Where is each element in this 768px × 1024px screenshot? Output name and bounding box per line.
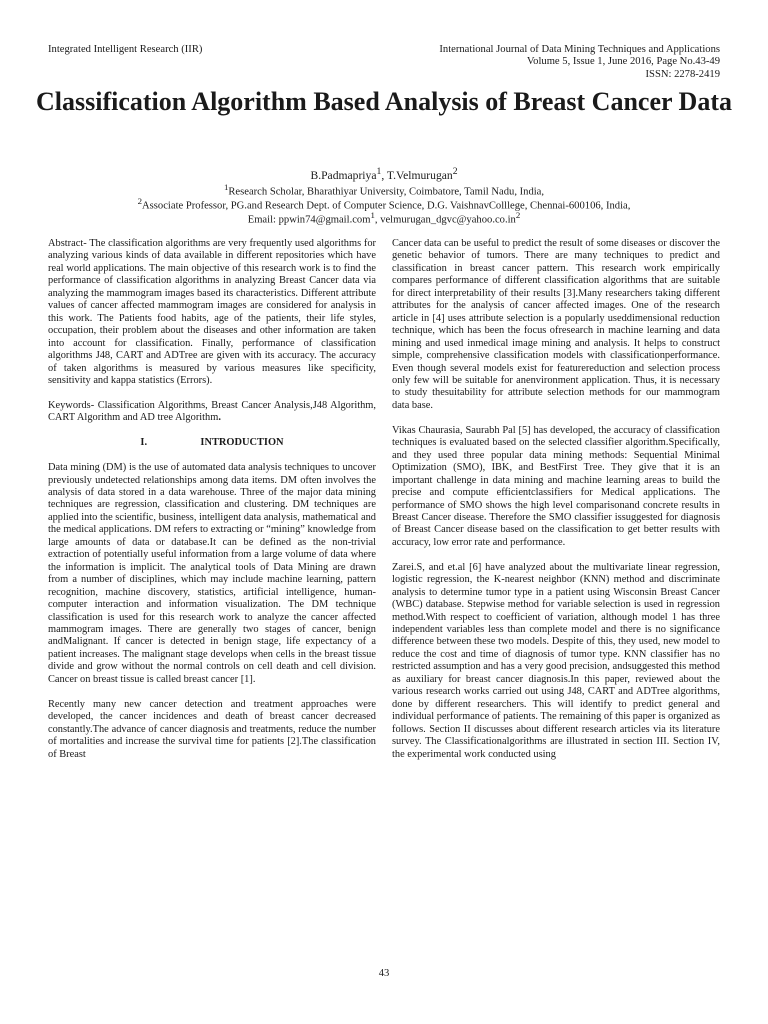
author-1-sup: 1 <box>376 166 382 177</box>
section-heading <box>48 437 376 449</box>
right-paragraph-1: Cancer data can be useful to predict the result of some diseases or discover the genetic behavior of tumors. There are many techniques to predict and classification in breast cancer pattern. This research work empirically compares performance of different classification algorithms that are suitable for direct interpretability of their results [3].Many researchers taking different attributes for the analysis of cancer affected images. One of the research article in [4] uses attribute selection is a popularly useddimensional reduction technique, which has been the focus ofresearch in machine learning and data mining and used inmedical image mining and analysis. It helps to construct simple, comprehensive classification models with classificationperformance. Even though several models exist for featurereduction and selection process only few will be suitable for anenvironment application. Thus, it is necessary to study thesuitability for attribute selection methods for our mammogram data base. <box>392 238 720 411</box>
keywords-end: . <box>218 412 221 424</box>
header-publisher: Integrated Intelligent Research (IIR) <box>48 44 203 55</box>
paper-title: Classification Algorithm Based Analysis of Breast Cancer Data <box>36 87 732 116</box>
author-2: , T.Velmurugan <box>381 168 453 182</box>
author-1: B.Padmapriya <box>310 168 377 182</box>
email-2-sup: 2 <box>515 210 521 220</box>
email-1-sup: 1 <box>370 210 375 220</box>
author-2-sup: 2 <box>452 166 458 177</box>
email-line <box>30 209 738 227</box>
affiliation-2-text: Associate Professor, PG.and Research Dept. of Computer Science, D.G. VaishnavColllege, Chennai-600106, India, <box>142 200 631 212</box>
header-journal-info <box>300 44 720 81</box>
affiliation-1-sup: 1 <box>223 182 229 192</box>
intro-paragraph-1: Data mining (DM) is the use of automated data analysis techniques to uncover previously undetected relationships among data items. DM often involves the analysis of data stored in a data warehouse. Three of the major data mining techniques are regression, classification and clustering. DM techniques are applied into the scientific, business, intelligent data analysis, mathematical and the medical applications. DM refers to extracting or “mining” knowledge from large amounts of data or database.It can be defined as the non-trivial extraction of potentially useful information from a large volume of data where the information is implicit. The analytical tools of Data Mining are drawn from a number of disciplines, which may include machine learning, pattern recognition, machine discovery, statistics, artificial intelligence, human-computer interaction and information visualization. The DM technique classification is used for this research work to analyze the cancer affected mammogram images. There are generally two stages of cancer, benign andMalignant. If cancer is detected in benign stage, life expectancy of a patient increases. The malignant stage develops when cells in the breast tissue divide and grow without the normal controls on cell death and cell division. Cancer on breast tissue is called breast cancer [1]. <box>48 462 376 685</box>
header-issn: ISSN: 2278-2419 <box>645 68 720 80</box>
keywords <box>48 400 376 425</box>
header-journal: International Journal of Data Mining Techniques and Applications <box>439 44 720 55</box>
right-paragraph-2: Vikas Chaurasia, Saurabh Pal [5] has developed, the accuracy of classification techniques is evaluated based on the selected classifier algorithm.Specifically, and they used three popular data mining methods: Sequential Minimal Optimization (SMO), IBK, and BestFirst Tree. They give that it is an important challenge in data mining and machine learning areas to build the precise and compute efficientclassifiers for Medical applications. The performance of SMO shows the high level comparisonand concrete results in Breast Cancer disease. Therefore the SMO classifier issuggested for diagnosis of Breast Cancer disease based on the classification to get better results with accuracy, low error rate and performance. <box>392 424 720 548</box>
keywords-text: Keywords- Classification Algorithms, Breast Cancer Analysis,J48 Algorithm, CART Algorithm and AD tree Algorithm <box>48 399 376 424</box>
affiliation-2-sup: 2 <box>137 196 143 206</box>
left-column <box>48 238 376 761</box>
section-number: I. <box>140 437 148 449</box>
intro-paragraph-2: Recently many new cancer detection and treatment approaches were developed, the cancer incidences and death of breast cancer decreased constantly.The advance of cancer diagnosis and treatments, reduce the number of mortalities and increase the survival time for patients [2].The classification of Breast <box>48 698 376 760</box>
abstract: Abstract- The classification algorithms are very frequently used algorithms for analyzing various kinds of data available in different repositories which have real world applications. The main objective of this research work is to find the performance of classification algorithms in analyzing Breast Cancer data via analyzing the mammogram images based its characteristics. Different attribute values of cancer affected mammogram images are considered for analysis in this work. The Patients food habits, age of the patients, their life styles, occupation, their problem about the diseases and other information are taken into account for classification. Finally, performance of classification algorithms J48, CART and ADTree are given with its accuracy. The accuracy of taken algorithms is measured by various measures like specificity, sensitivity and kappa statistics (Errors). <box>48 238 376 386</box>
email-1[interactable]: Email: ppwin74@gmail.com <box>247 214 371 226</box>
affiliation-1-text: Research Scholar, Bharathiyar University, Coimbatore, Tamil Nadu, India, <box>228 186 545 198</box>
section-title: INTRODUCTION <box>200 437 284 449</box>
page-number: 43 <box>378 968 390 979</box>
right-column <box>392 238 720 761</box>
header-volume: Volume 5, Issue 1, June 2016, Page No.43-49 <box>526 56 720 68</box>
right-paragraph-3: Zarei.S, and et.al [6] have analyzed about the multivariate linear regression, logistic regression, the K-nearest neighbor (KNN) method and discriminate analysis to determine tumor type in a patient using Wisconsin Breast Cancer (WBC) database. Stepwise method for variable selection is used in regression method.With respect to coefficient of variation, although model 1 has three independent variables less than complete model and there is no significance difference between these two models. Despite of this, they used, new model to reduce the cost and time of diagnosis of tumor type. KNN classifier has no restricted assumption and has a very good precision, andsuggested this method as auxiliary for breast cancer diagnosis.In this paper, reviewed about the various research works carried out using J48, CART and ADTree algorithms, done by different researchers. This will identify to predict general and individual performance of patients. The remaining of this paper is organized as follows. Section II discusses about different research articles via its literature survey. The Classificationalgorithms are illustrated in section III. Section IV, the experimental work conducted using <box>392 561 720 760</box>
email-2[interactable]: , velmurugan_dgvc@yahoo.co.in <box>374 214 516 226</box>
